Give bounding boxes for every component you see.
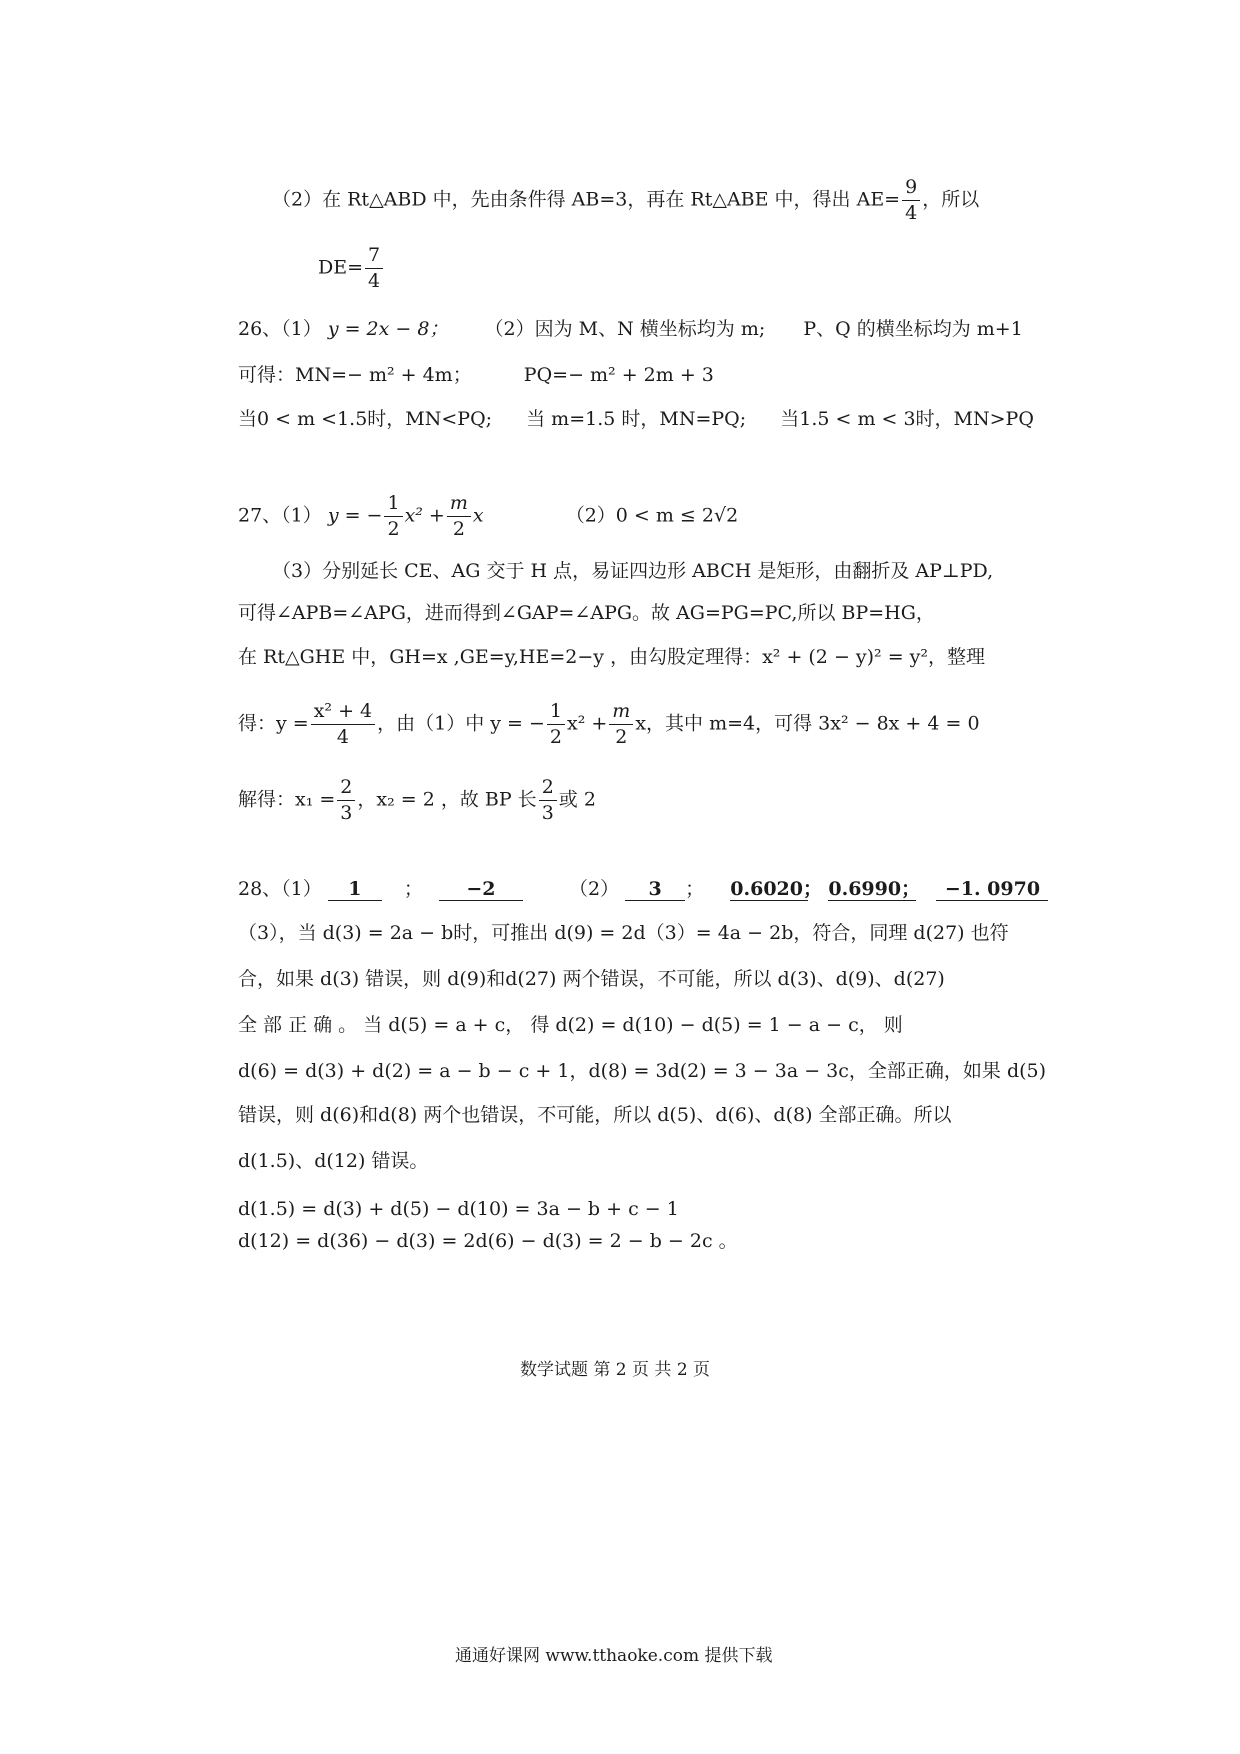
q27-frac2	[447, 494, 471, 539]
q28-l7: d(1.5) = d(3) + d(5) − d(10) = 3a − b + c − 1	[238, 1198, 679, 1220]
q27-part2: （2）0 < m ≤ 2√2	[565, 504, 739, 527]
q27-p3-y: 得：y =	[238, 712, 309, 735]
q27-p3-frac4	[547, 702, 565, 747]
q27-solution	[238, 778, 596, 823]
q27-frac1-den: 2	[384, 516, 402, 539]
q27-p3-line4	[238, 702, 980, 747]
q28-blank6: −1. 0970	[936, 880, 1048, 901]
q26-case3: 当1.5 < m < 3时，MN>PQ	[780, 408, 1034, 430]
q28-l2: 合，如果 d(3) 错误，则 d(9)和d(27) 两个错误，不可能，所以 d(3)、d(9)、d(27)	[238, 968, 945, 990]
page-footer: 数学试题 第 2 页 共 2 页	[520, 1360, 711, 1380]
q26-case2: 当 m=1.5 时，MN=PQ;	[526, 408, 747, 430]
q27-line1	[238, 494, 738, 539]
q27-y-lhs: y = −	[327, 504, 383, 527]
q27-p3-line2: 可得∠APB=∠APG，进而得到∠GAP=∠APG。故 AG=PG=PC,所以 BP=HG，	[238, 602, 935, 624]
q27-p3-frac3-den: 4	[311, 724, 375, 747]
q27-sol-frac2	[539, 778, 557, 823]
q27-p3-frac4-den: 2	[547, 724, 565, 747]
q26-line1	[238, 320, 1023, 339]
q25-ae-num: 9	[905, 176, 918, 198]
q25-ae-fraction	[902, 178, 920, 223]
q25-suffix: ，所以	[922, 188, 980, 211]
q26-pq: PQ=− m² + 2m + 3	[523, 364, 714, 386]
q28-blank5: 0.6990；	[828, 878, 921, 900]
q26-head: 26、（1）	[238, 318, 322, 340]
q27-frac2-num: m	[449, 492, 468, 514]
q28-blank3: 3	[625, 880, 685, 901]
q28-blank4: 0.6020；	[730, 878, 822, 900]
q27-p3-line3: 在 Rt△GHE 中，GH=x ,GE=y,HE=2−y ，由勾股定理得：x² + (2 − y)² = y²，整理	[238, 646, 986, 668]
q27-p3-line1: （3）分别延长 CE、AG 交于 H 点，易证四边形 ABCH 是矩形，由翻折及 AP⊥PD,	[272, 560, 994, 582]
q26-line2	[238, 366, 714, 385]
q27-p3-frac5	[609, 702, 633, 747]
q25-line2	[318, 246, 385, 291]
q28-blank1: 1	[328, 880, 382, 901]
q28-l4: d(6) = d(3) + d(2) = a − b − c + 1，d(8) = 3d(2) = 3 − 3a − 3c，全部正确，如果 d(5)	[238, 1060, 1047, 1082]
q25-intro-text: （2）在 Rt△ABD 中，先由条件得 AB=3，再在 Rt△ABE 中，得出 AE=	[272, 188, 901, 211]
q27-sol-frac1	[337, 778, 355, 823]
q28-sep1: ；	[403, 878, 423, 900]
q26-mn: 可得：MN=− m² + 4m；	[238, 364, 472, 386]
q25-de-den: 4	[365, 268, 383, 291]
q28-blank2: −2	[439, 880, 523, 901]
q28-part2: （2）	[569, 878, 620, 900]
q28-line1	[238, 880, 1048, 901]
q27-x2-plus: x² +	[404, 504, 445, 527]
q28-l8: d(12) = d(36) − d(3) = 2d(6) − d(3) = 2 − b − 2c 。	[238, 1230, 738, 1252]
q27-p3-frac3-num: x² + 4	[313, 700, 373, 722]
q26-part2: （2）因为 M、N 横坐标均为 m;	[484, 318, 766, 340]
q28-l5: 错误，则 d(6)和d(8) 两个也错误，不可能，所以 d(5)、d(6)、d(8) 全部正确。所以	[238, 1104, 952, 1126]
q28-sep3: ；	[685, 878, 705, 900]
q27-sol-frac2-den: 3	[539, 800, 557, 823]
q27-p3-x2: x² +	[567, 712, 608, 735]
watermark-text: 通通好课网 www.tthaoke.com 提供下载	[455, 1646, 773, 1666]
q27-frac1	[384, 494, 402, 539]
q26-line3	[238, 410, 1034, 429]
q27-frac2-den: 2	[447, 516, 471, 539]
q27-sol-x1: 解得：x₁ =	[238, 788, 336, 811]
q25-line1	[272, 178, 979, 223]
q28-head: 28、（1）	[238, 878, 322, 900]
q27-head: 27、（1）	[238, 504, 322, 527]
q27-p3-frac4-num: 1	[549, 700, 562, 722]
q25-ae-den: 4	[902, 200, 920, 223]
q27-sol-frac1-den: 3	[337, 800, 355, 823]
q27-p3-frac5-den: 2	[609, 724, 633, 747]
q28-l1: （3），当 d(3) = 2a − b时，可推出 d(9) = 2d（3）= 4a − 2b，符合，同理 d(27) 也符	[238, 922, 1009, 944]
q27-sol-tail: 或 2	[558, 788, 596, 811]
q27-p3-frac5-num: m	[612, 700, 631, 722]
q27-p3-frac3	[311, 702, 375, 747]
q27-sol-frac2-num: 2	[541, 776, 554, 798]
q27-frac1-num: 1	[387, 492, 400, 514]
q26-eq: y = 2x − 8；	[327, 318, 449, 340]
q27-x-tail: x	[472, 504, 484, 527]
q27-sol-x2: ，x₂ = 2 ，故 BP 长	[357, 788, 537, 811]
q27-sol-frac1-num: 2	[340, 776, 353, 798]
q28-l3: 全 部 正 确 。 当 d(5) = a + c， 得 d(2) = d(10) − d(5) = 1 − a − c， 则	[238, 1014, 903, 1036]
q28-l6: d(1.5)、d(12) 错误。	[238, 1150, 429, 1172]
q25-de-num: 7	[368, 244, 381, 266]
q26-case1: 当0 < m <1.5时，MN<PQ;	[238, 408, 493, 430]
q26-part3: P、Q 的横坐标均为 m+1	[803, 318, 1023, 340]
q27-p3-ref: ，由（1）中 y = −	[377, 712, 545, 735]
q25-de-label: DE=	[318, 256, 364, 279]
q25-de-fraction	[365, 246, 383, 291]
q27-p3-tail: x，其中 m=4，可得 3x² − 8x + 4 = 0	[635, 712, 980, 735]
